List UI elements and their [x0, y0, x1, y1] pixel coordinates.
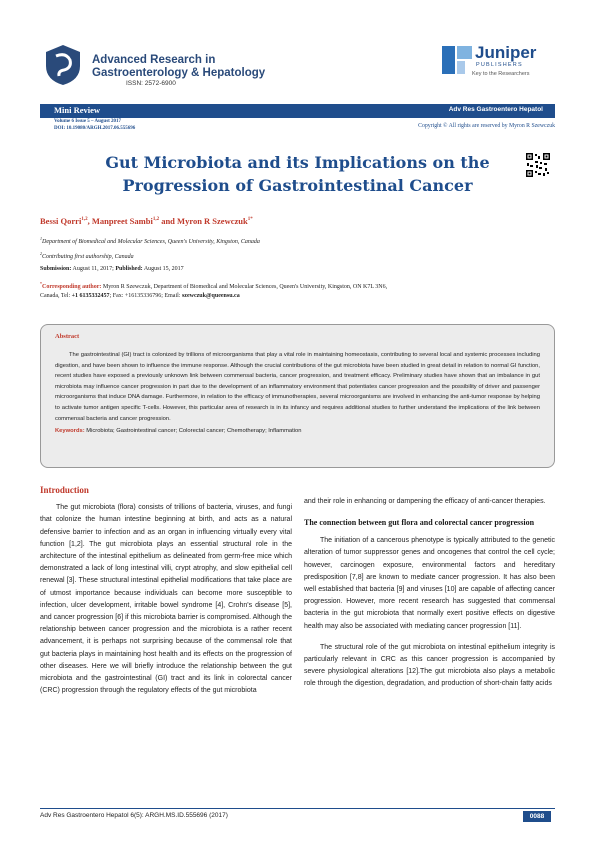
article-banner: [40, 104, 555, 118]
publisher-name: Juniper: [475, 43, 537, 62]
abstract-heading: Abstract: [55, 333, 80, 340]
affiliation-mark: 1: [40, 236, 42, 241]
author-separator: and: [159, 216, 178, 226]
contribution-mark: 2: [40, 251, 42, 256]
submission-date: August 11, 2017;: [71, 266, 114, 272]
copyright-notice: Copyright © All rights are reserved by Myron R Szewczuk: [418, 123, 555, 129]
contact-fax: ; Fax: +16135336796; Email:: [109, 293, 182, 299]
paragraph: and their role in enhancing or dampening the efficacy of anti-cancer therapies.: [304, 498, 546, 505]
abstract-box: [40, 324, 555, 468]
contribution-text: Contributing first authorship, Canada: [42, 254, 134, 260]
keywords-label: Keywords:: [55, 428, 85, 435]
juniper-logo-icon: [440, 44, 474, 76]
published-label: Published:: [115, 266, 143, 272]
journal-abbreviation: Adv Res Gastroentero Hepatol: [448, 106, 543, 113]
author-separator: ,: [87, 216, 92, 226]
paragraph: The structural role of the gut microbiota on intestinal epithelium integrity is particularly relevant in CRC as this cancer progression is accompanied by severe physiological alterations [12].The gut microbiota also plays a metabolic role through the digestion, degradation, and production of short-chain fatty acids: [304, 643, 555, 688]
author-name[interactable]: Manpreet Sambi: [91, 216, 153, 226]
publisher-tagline: Key to the Researchers: [472, 71, 530, 77]
contribution-note: [40, 251, 134, 260]
corresponding-mark: *: [40, 281, 42, 286]
journal-name: [92, 54, 265, 80]
author-affiliation-mark: 1,2: [81, 217, 88, 223]
section-heading-connection: The connection between gut flora and colorectal cancer progression: [304, 518, 535, 528]
paragraph: The gut microbiota (flora) consists of trillions of bacteria, viruses, and fungi that colonize the human intestine beginning at birth, and acts as a natural defensive barrier to infection and as an organ in influencing virtually every vital function [1,2]. The gut microbiota plays an essential structural role in the architecture of the intestinal epithelium as delineated from germ-free mice which demonstrated a lack of long intestinal villi, crypt atrophy, and slow epithelial cell renewal [3]. These structural intestinal epithelial modifications that take place are of utmost importance because individuals can become more susceptible to infection, ulcer development, irritable bowel syndrome [4], Crohn's disease [5], and cancer progression [6] if this microbiota barrier is compromised. Although the relationship between cancer progression and the microbiota is a rather recent advancement, it is perhaps not surprising because of the commensal role that gut bacteria plays in maintaining host health and its effects on the progression of other diseases. Here we will briefly introduce the relationship between the gut microbiota and the gastrointestinal (GI) tract and its link in colorectal cancer (CRC) progression through the regulatory effects of the gut microbiota: [40, 504, 292, 695]
author-list: [40, 216, 253, 226]
footer-citation: Adv Res Gastroentero Hepatol 6(5): ARGH.MS.ID.555696 (2017): [40, 812, 228, 819]
published-date: August 15, 2017: [142, 266, 184, 272]
dates: [40, 266, 184, 272]
keywords-list: Microbiota; Gastrointestinal cancer; Colorectal cancer; Chemotherapy; Inflammation: [84, 428, 302, 435]
volume-doi: [54, 119, 135, 132]
article-title: Gut Microbiota and its Implications on the Progression of Gastrointestinal Cancer: [105, 153, 490, 195]
author-affiliation-mark: 1,2: [152, 217, 160, 223]
journal-logo-icon: [44, 44, 82, 86]
volume-info: Volume 6 Issue 5 – August 2017: [54, 119, 122, 124]
affiliation-text: Department of Biomedical and Molecular Sciences, Queen's University, Kingston, Canada: [42, 239, 260, 245]
publisher-sub: PUBLISHERS: [476, 62, 523, 68]
qr-code-icon[interactable]: [525, 152, 551, 178]
contact-email-link[interactable]: szewczuk@queensu.ca: [181, 293, 240, 299]
issn: ISSN: 2572-6900: [126, 80, 176, 87]
section-heading-introduction: Introduction: [40, 485, 89, 495]
author-name[interactable]: Myron R Szewczuk: [177, 216, 248, 226]
doi[interactable]: DOI: 10.19080/ARGH.2017.06.555696: [54, 125, 136, 131]
corresponding-contact: [40, 293, 240, 299]
corresponding-address: Myron R Szewczuk, Department of Biomedical and Molecular Sciences, Queen's University, Kingston, ON K7L 3N6,: [101, 284, 388, 290]
keywords: [55, 428, 540, 434]
journal-name-line2: Gastroenterology & Hepatology: [92, 67, 266, 79]
journal-name-line1: Advanced Research in: [92, 54, 216, 66]
paragraph: The initiation of a cancerous phenotype is typically attributed to the genetic alteration of tumor suppressor genes and oncogenes that control the cell cycle; however, carcinogen exposure, environmental factors and hereditary predisposition [7,8] are known to mediate cancer progression. It has also been well established that bacteria [9] and viruses [10] are capable of affecting cancer progression. However, more recent research has suggested that commensal bacteria in the gut microbiota that normally exert positive effects on digestive health may also be associated with mediating cancer progression [11].: [304, 537, 555, 630]
left-column: [40, 484, 292, 706]
author-name[interactable]: Bessi Qorri: [40, 216, 82, 226]
corresponding-label: Corresponding author:: [42, 284, 102, 290]
abstract-text: The gastrointestinal (GI) tract is colonized by trillions of microorganisms that play a vital role in maintaining homeostasis, contributing to several local and systemic processes including digestion, and have been shown to influence the immune response. Although the crucial contributions of the gut microbiota have been studied in great detail in relation to normal GI function, recent studies have exposed a previously unknown link between commensal bacteria, cancer progression, and treatment efficacy. Preliminary studies have shown that an imbalance in gut microbiota may influence cancer progression in part due to the development of an inflammatory environment that potentiates cancer progression and the possibility of driver and passenger microorganisms that induce DNA damage. Furthermore, in relation to the efficacy of immunotherapies, several microorganisms are involved in enhancing the anti-tumor response by helping to activate tumor antigen specific T-cells. However, this particular area of research is in its infancy and requires additional studies to further understand the implications of the link between commensal bacteria and cancer progression.: [55, 352, 540, 422]
submission-label: Submission:: [40, 266, 72, 272]
contact-prefix: Canada, Tel:: [40, 293, 72, 299]
corresponding-author: [40, 281, 387, 290]
page-number: 0088: [523, 811, 551, 822]
contact-tel: +1 6135332457: [71, 293, 110, 299]
right-column: [304, 496, 555, 700]
author-affiliation-mark: 1*: [247, 217, 253, 223]
affiliation: [40, 236, 260, 245]
footer-rule: [40, 808, 555, 809]
article-type: Mini Review: [54, 105, 101, 115]
